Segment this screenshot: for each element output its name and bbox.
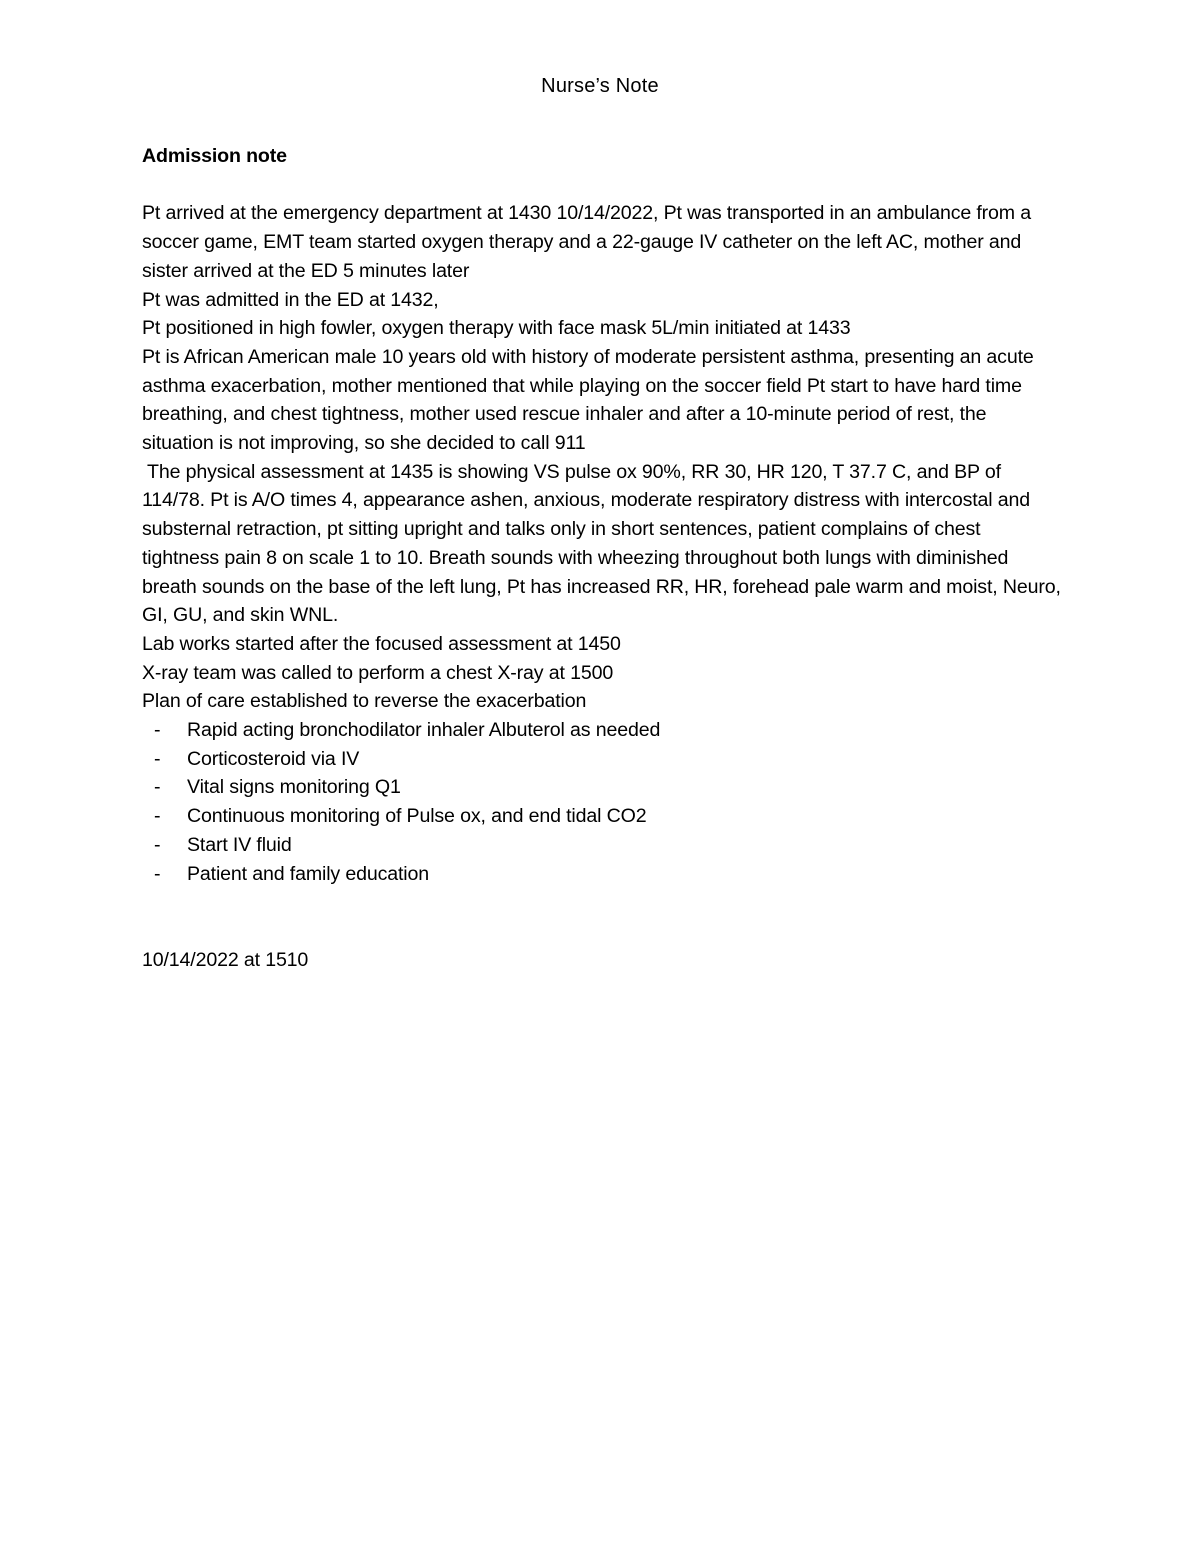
plan-item-corticosteroid xyxy=(142,745,1062,774)
plan-item-text: Rapid acting bronchodilator inhaler Albuterol as needed xyxy=(187,719,661,742)
note-paragraph-plan-intro: Plan of care established to reverse the exacerbation xyxy=(142,690,587,713)
plan-item-monitoring xyxy=(142,802,1062,831)
list-bullet: - xyxy=(154,747,161,770)
list-bullet: - xyxy=(154,719,161,742)
note-paragraph-arrival: Pt arrived at the emergency department at 1430 10/14/2022, Pt was transported in an ambulance from a soccer game, EMT team started oxygen therapy and a 22-gauge IV catheter on the left AC, mother and sister arrived at the ED 5 minutes later xyxy=(142,202,1032,282)
note-paragraph-assessment: The physical assessment at 1435 is showing VS pulse ox 90%, RR 30, HR 120, T 37.7 C, and BP of 114/78. Pt is A/O times 4, appearance ashen, anxious, moderate respiratory distress with intercostal and substernal retraction, pt sitting upright and talks only in short sentences, patient complains of chest tightness pain 8 on scale 1 to 10. Breath sounds with wheezing throughout both lungs with diminished breath sounds on the base of the left lung, Pt has increased RR, HR, forehead pale warm and moist, Neuro, GI, GU, and skin WNL. xyxy=(142,460,1061,627)
plan-item-text: Vital signs monitoring Q1 xyxy=(187,776,401,799)
plan-item-text: Corticosteroid via IV xyxy=(187,747,360,770)
plan-item-education xyxy=(142,860,1062,889)
plan-item-text: Continuous monitoring of Pulse ox, and end tidal CO2 xyxy=(187,805,647,828)
document-title: Nurse’s Note xyxy=(541,75,659,97)
plan-item-iv-fluid xyxy=(142,831,1062,860)
list-bullet: - xyxy=(154,862,161,885)
note-paragraph-positioning: Pt positioned in high fowler, oxygen therapy with face mask 5L/min initiated at 1433 xyxy=(142,317,851,340)
admission-note-heading: Admission note xyxy=(142,145,287,167)
list-bullet: - xyxy=(154,776,161,799)
plan-item-bronchodilator xyxy=(142,716,1062,745)
plan-of-care-list xyxy=(142,716,1062,888)
note-paragraph-xray: X-ray team was called to perform a chest X-ray at 1500 xyxy=(142,661,614,684)
note-body xyxy=(142,142,1062,974)
plan-item-text: Patient and family education xyxy=(187,862,429,885)
signature-date: 10/14/2022 at 1510 xyxy=(142,948,309,971)
note-paragraph-labs: Lab works started after the focused assessment at 1450 xyxy=(142,632,621,655)
list-bullet: - xyxy=(154,833,161,856)
plan-item-text: Start IV fluid xyxy=(187,833,292,856)
note-paragraph-history: Pt is African American male 10 years old with history of moderate persistent asthma, presenting an acute asthma exacerbation, mother mentioned that while playing on the soccer field Pt start to have hard time breathing, and chest tightness, mother used rescue inhaler and after a 10-minute period of rest, the situation is not improving, so she decided to call 911 xyxy=(142,345,1034,455)
list-bullet: - xyxy=(154,805,161,828)
note-paragraph-admitted: Pt was admitted in the ED at 1432, xyxy=(142,288,439,311)
plan-item-vital-signs xyxy=(142,773,1062,802)
